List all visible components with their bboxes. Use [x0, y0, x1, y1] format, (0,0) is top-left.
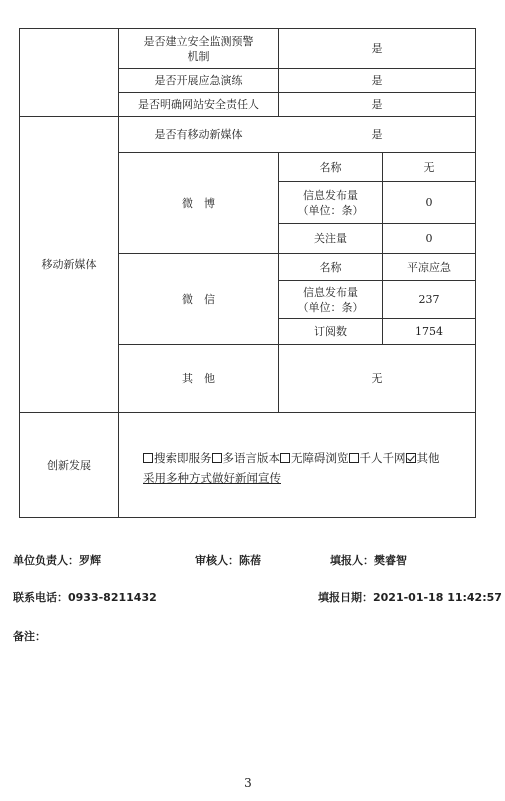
- weixin-posts-label: 信息发布量 （单位：条）: [297, 285, 364, 314]
- row-responsible-label: 是否明确网站安全责任人: [138, 98, 259, 111]
- weibo-followers-value: 0: [425, 232, 433, 245]
- weixin-subscribers-label: 订阅数: [314, 325, 347, 338]
- unit-head: 单位负责人：罗辉: [13, 554, 101, 567]
- row-drill-label: 是否开展应急演练: [154, 74, 243, 87]
- checkbox-accessibility: [280, 453, 290, 463]
- row-monitoring-label: 是否建立安全监测预警 机制: [143, 34, 254, 63]
- option-multilingual: 多语言版本: [212, 451, 281, 465]
- weibo-followers-label: 关注量: [314, 232, 347, 245]
- innovation-label: 创新发展: [47, 458, 91, 472]
- has-mobile-label: 是否有移动新媒体: [154, 128, 243, 141]
- weixin-posts-value: 237: [418, 293, 440, 306]
- row-drill-value: 是: [371, 74, 383, 87]
- checkbox-multilingual: [212, 453, 222, 463]
- contact-phone: 联系电话：0933-8211432: [13, 591, 157, 604]
- remarks: 备注：: [13, 630, 46, 643]
- weixin-name-value: 平凉应急: [407, 260, 451, 274]
- option-other: 其他: [406, 451, 440, 465]
- other-description: 采用多种方式做好新闻宣传: [143, 471, 281, 485]
- option-accessibility: 无障碍浏览: [280, 451, 349, 465]
- weixin-subscribers-value: 1754: [415, 325, 443, 338]
- innovation-options: [143, 448, 473, 488]
- weixin-label: 微 信: [182, 292, 215, 306]
- row-monitoring-value: 是: [371, 42, 383, 55]
- checkbox-search-service: [143, 453, 153, 463]
- reviewer: 审核人：陈蓓: [195, 554, 261, 567]
- weibo-posts-label: 信息发布量 （单位：条）: [297, 188, 364, 217]
- weixin-name-label: 名称: [319, 260, 342, 274]
- filler: 填报人：樊睿智: [330, 554, 407, 567]
- weibo-label: 微 博: [182, 196, 215, 210]
- checkbox-other-checked: [406, 453, 416, 463]
- weibo-name-label: 名称: [319, 160, 342, 174]
- weibo-name-value: 无: [423, 160, 435, 174]
- other-label: 其 他: [182, 372, 215, 385]
- weibo-posts-value: 0: [425, 196, 433, 209]
- has-mobile-value: 是: [371, 128, 383, 141]
- option-personalized: 千人千网: [349, 451, 406, 465]
- checkbox-personalized: [349, 453, 359, 463]
- row-responsible-value: 是: [371, 98, 383, 111]
- option-search-service: 搜索即服务: [143, 451, 212, 465]
- page-number: 3: [244, 776, 252, 790]
- mobile-section-label: 移动新媒体: [41, 258, 97, 271]
- other-value: 无: [371, 372, 383, 385]
- fill-date: 填报日期：2021-01-18 11:42:57: [318, 591, 502, 604]
